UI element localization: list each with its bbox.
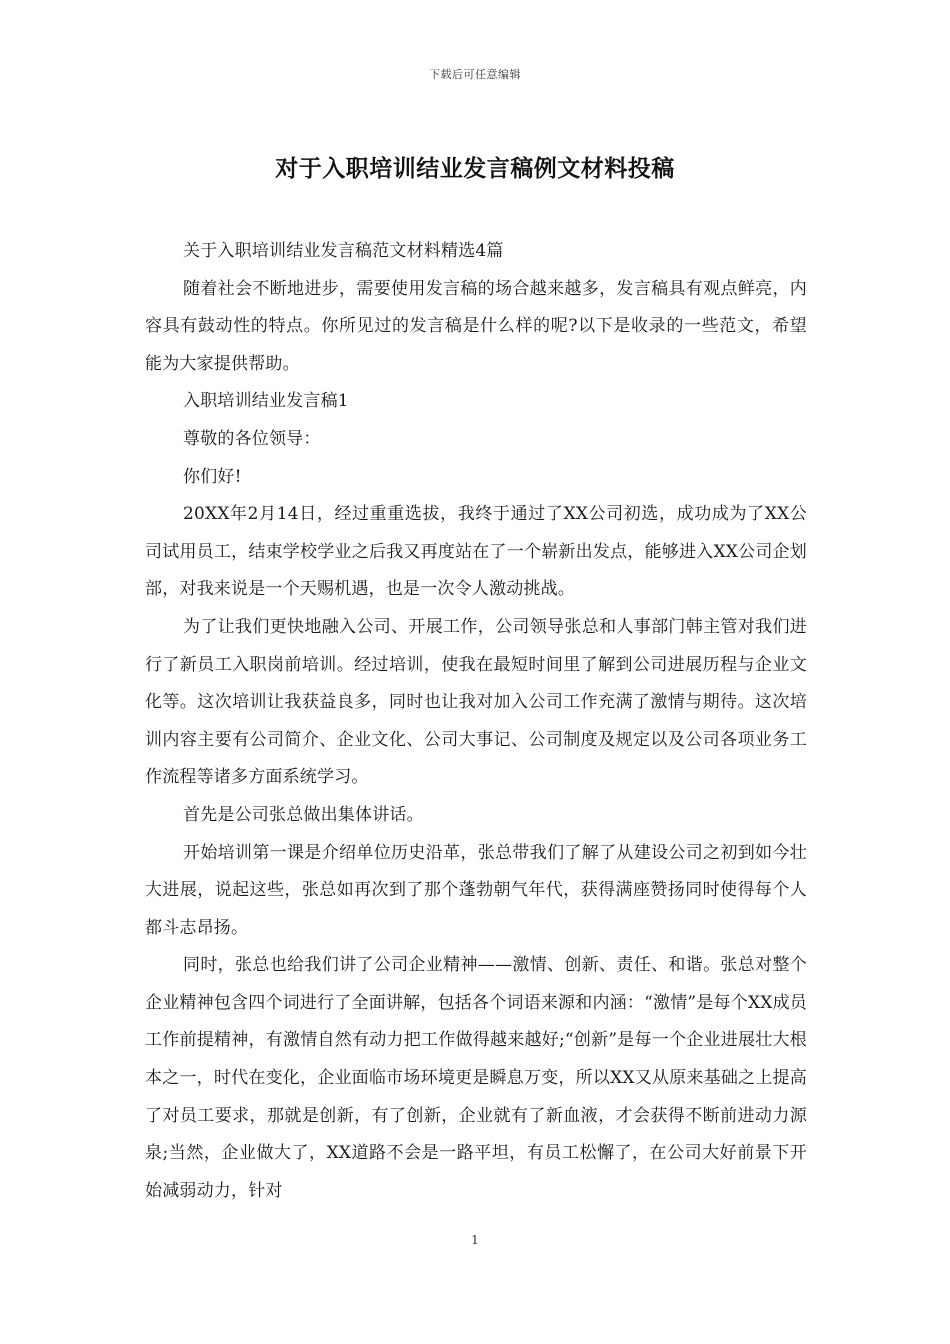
salutation: 尊敬的各位领导： [183,428,321,449]
paragraph-intro-heading: 关于入职培训结业发言稿范文材料精选4篇 [183,241,504,261]
body-paragraph: 为了让我们更快地融入公司、开展工作，公司领导张总和人事部门韩主管对我们进行了新员工入职岗前培训。经过培训，使我在最短时间里了解到公司进展历程与企业文化等。这次培训让我获益良多，同时也让我对加入公司工作充满了激情与期待。这次培训内容主要有公司简介、企业文化、公司大事记、公司制度及规定以及公司各项业务工作流程等诸多方面系统学习。 [145,616,807,788]
body-paragraph: 20XX年2月14日，经过重重选拔，我终于通过了XX公司初选，成功成为了XX公司试用员工，结束学校学业之后我又再度站在了一个崭新出发点，能够进入XX公司企划部，对我来说是一个天赐机遇，也是一次令人激动挑战。 [145,504,807,600]
paragraph-intro: 随着社会不断地进步，需要使用发言稿的场合越来越多，发言稿具有观点鲜亮，内容具有鼓动性的特点。你所见过的发言稿是什么样的呢?以下是收录的一些范文，希望能为大家提供帮助。 [145,278,807,374]
body-paragraph: 开始培训第一课是介绍单位历史沿革，张总带我们了解了从建设公司之初到如今壮大进展，说起这些，张总如再次到了那个蓬勃朝气年代，获得满座赞扬同时使得每个人都斗志昂扬。 [145,842,807,938]
body-paragraph: 同时，张总也给我们讲了公司企业精神——激情、创新、责任、和谐。张总对整个企业精神包含四个词进行了全面讲解，包括各个词语来源和内涵：“激情”是每个XX成员工作前提精神，有激情自然有动力把工作做得越来越好;“创新”是每一个企业进展壮大根本之一，时代在变化，企业面临市场环境更是瞬息万变，所以XX又从原来基础之上提高了对员工要求，那就是创新，有了创新，企业就有了新血液，才会获得不断前进动力源泉;当然，企业做大了，XX道路不会是一路平坦，有员工松懈了，在公司大好前景下开始减弱动力，针对 [145,955,807,1201]
document-title: 对于入职培训结业发言稿例文材料投稿 [275,155,675,182]
page-header-note: 下载后可任意编辑 [429,68,521,81]
page-number: 1 [471,1233,479,1247]
body-paragraph: 首先是公司张总做出集体讲话。 [183,804,424,825]
section-heading: 入职培训结业发言稿1 [183,391,349,412]
document-body [145,233,807,1210]
greeting: 你们好! [183,466,242,487]
